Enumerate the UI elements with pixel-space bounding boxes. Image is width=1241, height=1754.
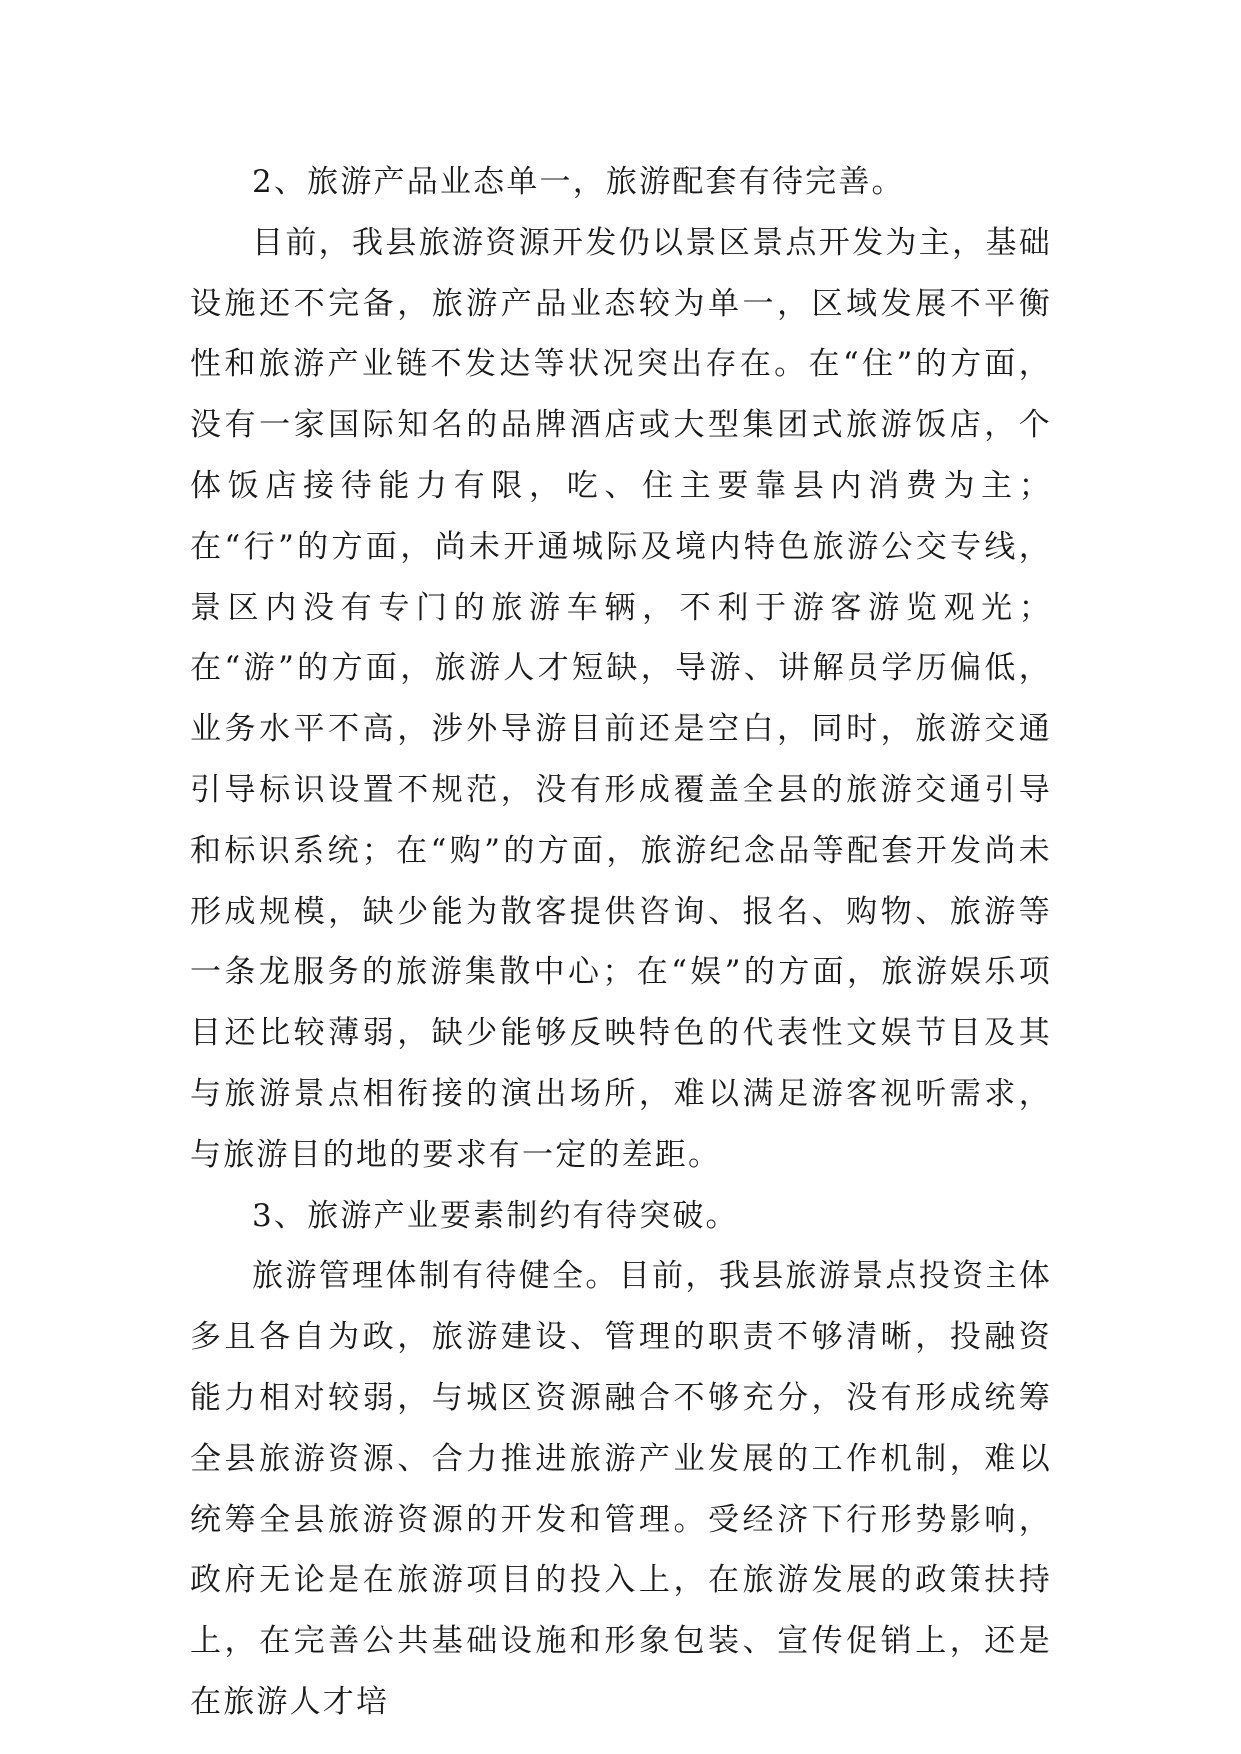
section-heading-3: 3、旅游产业要素制约有待突破。: [252, 1197, 739, 1234]
section-paragraph-3: 旅游管理体制有待健全。目前，我县旅游景点投资主体多且各自为政，旅游建设、管理的职责不够清晰，投融资能力相对较弱，与城区资源融合不够充分，没有形成统筹全县旅游资源、合力推进旅游产业发展的工作机制，难以统筹全县旅游资源的开发和管理。受经济下行形势影响，政府无论是在旅游项目的投入上，在旅游发展的政策扶持上，在完善公共基础设施和形象包装、宣传促销上，还是在旅游人才培: [190, 1258, 1052, 1720]
section-paragraph-2: 目前，我县旅游资源开发仍以景区景点开发为主，基础设施还不完备，旅游产品业态较为单一，区域发展不平衡性和旅游产业链不发达等状况突出存在。在“住”的方面，没有一家国际知名的品牌酒店或大型集团式旅游饭店，个体饭店接待能力有限，吃、住主要靠县内消费为主；在“行”的方面，尚未开通城际及境内特色旅游公交专线，景区内没有专门的旅游车辆，不利于游客游览观光；在“游”的方面，旅游人才短缺，导游、讲解员学历偏低，业务水平不高，涉外导游目前还是空白，同时，旅游交通引导标识设置不规范，没有形成覆盖全县的旅游交通引导和标识系统；在“购”的方面，旅游纪念品等配套开发尚未形成规模，缺少能为散客提供咨询、报名、购物、旅游等一条龙服务的旅游集散中心；在“娱”的方面，旅游娱乐项目还比较薄弱，缺少能够反映特色的代表性文娱节目及其与旅游景点相衔接的演出场所，难以满足游客视听需求，与旅游目的地的要求有一定的差距。: [190, 224, 1052, 1173]
document-body: [190, 152, 1052, 1733]
section-heading-2: 2、旅游产品业态单一，旅游配套有待完善。: [252, 164, 905, 200]
